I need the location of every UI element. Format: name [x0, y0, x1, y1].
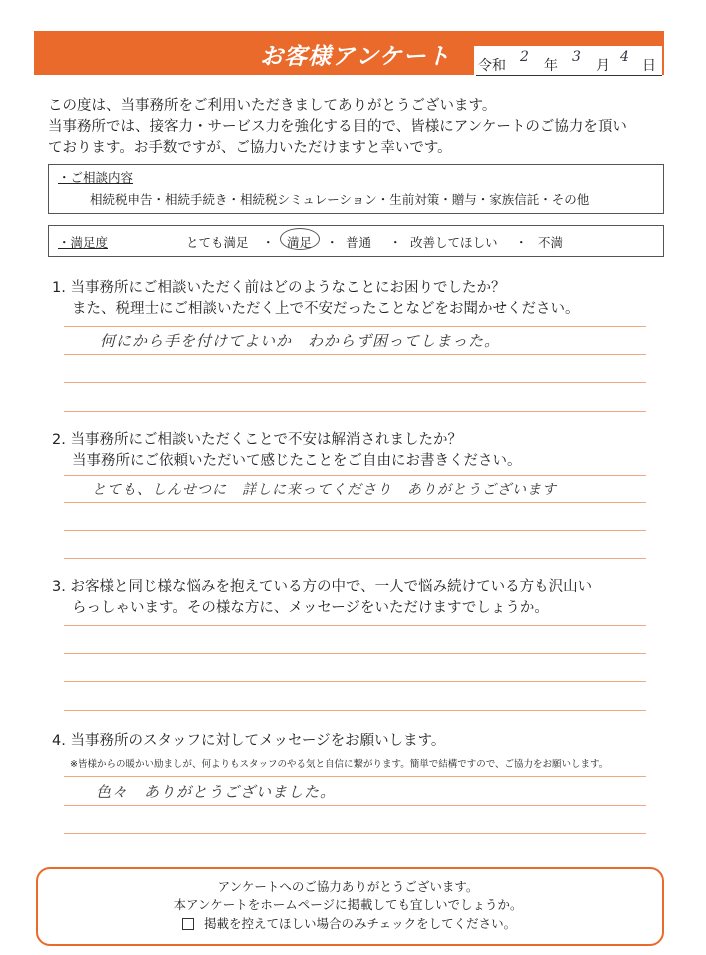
satisfaction-option-dissatisfied[interactable]: 不満 [538, 235, 564, 250]
answer-rule [64, 805, 646, 806]
answer-rule [64, 354, 646, 355]
survey-title: お客様アンケート [260, 44, 451, 70]
answer-rule [64, 502, 646, 503]
answer-rule [64, 710, 646, 711]
footer-question: 本アンケートをホームページに掲載しても宜しいでしょうか。 [173, 897, 523, 912]
satisfaction-separator: ・ [326, 235, 339, 250]
intro-line: 当事務所では、接客力・サービス力を強化する目的で、皆様にアンケートのご協力を頂い [48, 119, 627, 135]
answer-rule [64, 475, 646, 476]
q1-text-line2: また、税理士にご相談いただく上で不安だったことなどをお聞かせください。 [72, 301, 580, 317]
answer-rule [64, 558, 646, 559]
intro-text [48, 96, 678, 159]
q3-text-line2: らっしゃいます。その様な方に、メッセージをいただけますでしょうか。 [72, 600, 549, 616]
answer-rule [64, 326, 646, 327]
q2-text-line1: 2. 当事務所にご相談いただくことで不安は解消されましたか？ [52, 432, 462, 448]
date-day-label: 日 [642, 58, 656, 74]
consult-options[interactable]: 相続税申告・相続手続き・相続税シミュレーション・生前対策・贈与・家族信託・その他 [90, 192, 590, 207]
answer-rule [64, 833, 646, 834]
answer-rule [64, 681, 646, 682]
intro-line: ております。お手数ですが、ご協力いただけますと幸いです。 [48, 140, 452, 156]
date-underline [476, 75, 662, 76]
q3-text-line1: 3. お客様と同じ様な悩みを抱えている方の中で、一人で悩み続けている方も沢山い [52, 579, 593, 595]
q1-text-line1: 1. 当事務所にご相談いただく前はどのようなことにお困りでしたか？ [52, 280, 506, 296]
footer-thanks: アンケートへのご協力ありがとうございます。 [217, 879, 479, 894]
satisfaction-label: ・満足度 [58, 235, 109, 250]
date-month-value[interactable]: 3 [572, 49, 581, 65]
satisfaction-option-normal[interactable]: 普通 [346, 235, 372, 250]
answer-rule [64, 653, 646, 654]
q4-answer[interactable]: 色々 ありがとうございました。 [96, 783, 337, 801]
date-month-label: 月 [596, 58, 610, 74]
satisfaction-separator: ・ [389, 235, 402, 250]
consult-label: ・ご相談内容 [58, 170, 134, 185]
satisfaction-option-satisfied[interactable]: 満足 [287, 235, 313, 250]
answer-rule [64, 411, 646, 412]
q4-text-line1: 4. 当事務所のスタッフに対してメッセージをお願いします。 [52, 733, 446, 749]
publish-optout-checkbox[interactable] [182, 918, 194, 930]
intro-line: この度は、当事務所をご利用いただきましてありがとうございます。 [48, 98, 497, 114]
q4-note: ※皆様からの暖かい励ましが、何よりもスタッフのやる気と自信に繋がります。簡単で結構ですので、ご協力をお願いします。 [70, 759, 609, 770]
answer-rule [64, 530, 646, 531]
q2-answer[interactable]: とても、しんせつに 詳しに来ってくださり ありがとうございます [92, 482, 557, 498]
date-year-label: 年 [544, 58, 558, 74]
selected-circle-mark [280, 228, 320, 250]
satisfaction-separator: ・ [262, 235, 275, 250]
answer-rule [64, 776, 646, 777]
date-era: 令和 [478, 58, 506, 74]
satisfaction-option-improve[interactable]: 改善してほしい [410, 235, 498, 250]
date-year-value[interactable]: 2 [520, 49, 529, 65]
q2-text-line2: 当事務所にご依頼いただいて感じたことをご自由にお書きください。 [72, 453, 522, 469]
satisfaction-separator: ・ [515, 235, 528, 250]
answer-rule [64, 625, 646, 626]
q1-answer[interactable]: 何にから手を付けてよいか わからず困ってしまった。 [100, 332, 501, 350]
answer-rule [64, 382, 646, 383]
satisfaction-option-very-satisfied[interactable]: とても満足 [186, 235, 249, 250]
publish-optout-label: 掲載を控えてほしい場合のみチェックをしてください。 [204, 916, 517, 931]
date-day-value[interactable]: 4 [620, 49, 629, 65]
